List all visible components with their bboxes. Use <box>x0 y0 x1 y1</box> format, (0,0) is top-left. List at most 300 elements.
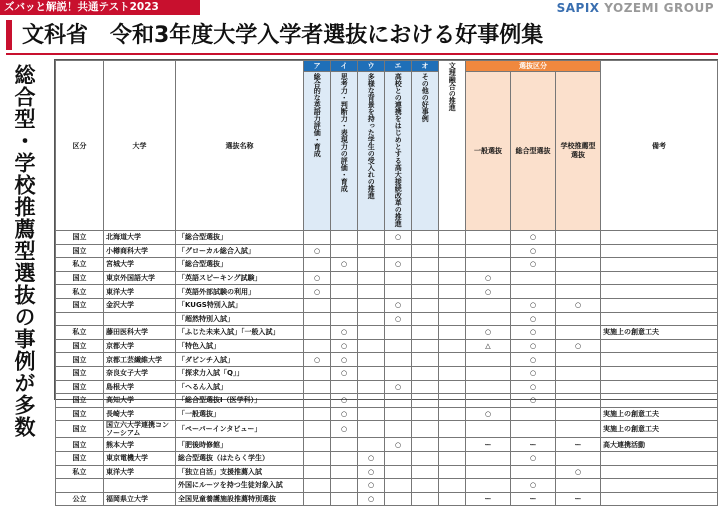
table-row <box>56 492 718 506</box>
cell-mark-f <box>439 271 466 285</box>
col-i-desc-label: 思考力・判断力・表現力の評価・育成 <box>340 73 349 192</box>
cell-biko <box>601 394 718 408</box>
cell-mark-u: ○ <box>358 479 385 493</box>
cell-mark-i <box>331 271 358 285</box>
cell-biko <box>601 451 718 465</box>
page-title: 文科省 令和3年度大学入学者選抜における好事例集 <box>22 23 544 48</box>
cases-table <box>55 60 718 506</box>
cell-mark-i <box>331 438 358 452</box>
cell-mark-o <box>412 312 439 326</box>
cell-daigaku: 東京外国語大学 <box>104 271 176 285</box>
cell-mark-f <box>439 366 466 380</box>
cell-mark-g1: ○ <box>466 407 511 421</box>
cell-mark-f <box>439 394 466 408</box>
cell-mark-e: ○ <box>385 298 412 312</box>
cell-mark-f <box>439 231 466 245</box>
top-bar <box>0 0 724 16</box>
cell-mark-g2 <box>511 285 556 299</box>
cell-mark-e: ○ <box>385 380 412 394</box>
cell-mark-g2: ○ <box>511 394 556 408</box>
col-e-desc-label: 高校との連携をはじめとする高大接続改革の推進 <box>394 73 403 227</box>
cell-mark-u <box>358 394 385 408</box>
cell-mark-o <box>412 407 439 421</box>
col-e: エ <box>385 61 412 72</box>
cell-mark-g1: ○ <box>466 285 511 299</box>
table-row <box>56 451 718 465</box>
cell-mark-i: ○ <box>331 421 358 438</box>
cell-daigaku: 東洋大学 <box>104 285 176 299</box>
cell-mark-i <box>331 479 358 493</box>
cell-mark-u <box>358 231 385 245</box>
cell-senbatsu: 「探求力入試「Q」」 <box>176 366 304 380</box>
table-row <box>56 312 718 326</box>
cell-mark-u <box>358 258 385 272</box>
cell-mark-g2: ○ <box>511 339 556 353</box>
cell-senbatsu: 外国にルーツを持つ生徒対象入試 <box>176 479 304 493</box>
cell-biko: 高大連携活動 <box>601 438 718 452</box>
cell-daigaku: 長崎大学 <box>104 407 176 421</box>
cell-mark-u <box>358 380 385 394</box>
table-row <box>56 244 718 258</box>
cell-mark-i <box>331 231 358 245</box>
cell-biko <box>601 258 718 272</box>
cell-mark-i <box>331 492 358 506</box>
cell-mark-f <box>439 285 466 299</box>
cell-mark-i <box>331 298 358 312</box>
cell-biko <box>601 244 718 258</box>
cell-mark-o <box>412 339 439 353</box>
cell-mark-f <box>439 479 466 493</box>
cell-biko <box>601 298 718 312</box>
cell-mark-o <box>412 465 439 479</box>
cases-table-wrap <box>54 59 718 503</box>
cell-mark-o <box>412 380 439 394</box>
cell-mark-g2: ○ <box>511 479 556 493</box>
title-underline <box>6 53 718 55</box>
cell-mark-i <box>331 244 358 258</box>
cell-mark-i: ○ <box>331 258 358 272</box>
brand-sapix: SAPIX <box>556 1 600 15</box>
sidebar-caption <box>6 64 42 438</box>
cell-daigaku <box>104 479 176 493</box>
cell-senbatsu: 「ダビンチ入試」 <box>176 353 304 367</box>
cell-daigaku: 金沢大学 <box>104 298 176 312</box>
cell-mark-i: ○ <box>331 326 358 340</box>
cell-mark-e <box>385 407 412 421</box>
cell-mark-g1 <box>466 298 511 312</box>
brand-yozemi: YOZEMI GROUP <box>599 1 714 15</box>
cell-daigaku: 京都大学 <box>104 339 176 353</box>
cell-daigaku: 小樽商科大学 <box>104 244 176 258</box>
cell-senbatsu: 総合型選抜（はたらく学生） <box>176 451 304 465</box>
col-bunri <box>439 61 466 231</box>
cell-mark-g2: ○ <box>511 298 556 312</box>
cell-biko <box>601 492 718 506</box>
cell-mark-i <box>331 312 358 326</box>
col-u: ウ <box>358 61 385 72</box>
cell-mark-f <box>439 451 466 465</box>
cell-mark-a <box>304 407 331 421</box>
cell-mark-g2: ○ <box>511 312 556 326</box>
cell-mark-o <box>412 492 439 506</box>
cell-mark-o <box>412 366 439 380</box>
cell-mark-g1 <box>466 451 511 465</box>
cell-senbatsu: 「超然特別入試」 <box>176 312 304 326</box>
cell-mark-a <box>304 438 331 452</box>
cell-mark-a <box>304 231 331 245</box>
col-e-desc <box>385 72 412 231</box>
cell-mark-g2 <box>511 271 556 285</box>
cell-kubun: 国立 <box>56 451 104 465</box>
cell-biko: 実施上の創意工夫 <box>601 326 718 340</box>
cell-mark-u <box>358 366 385 380</box>
cell-mark-e <box>385 421 412 438</box>
cell-kubun: 国立 <box>56 380 104 394</box>
cell-mark-g1 <box>466 465 511 479</box>
table-row <box>56 271 718 285</box>
table-row <box>56 326 718 340</box>
table-body <box>56 231 718 506</box>
cell-mark-e <box>385 465 412 479</box>
cell-mark-e <box>385 492 412 506</box>
cell-mark-g3: ○ <box>556 465 601 479</box>
cell-mark-a <box>304 298 331 312</box>
cell-daigaku: 藤田医科大学 <box>104 326 176 340</box>
cell-mark-i: ○ <box>331 366 358 380</box>
cell-senbatsu: 「総合型選抜Ⅰ（医学科）」 <box>176 394 304 408</box>
cell-daigaku: 東洋大学 <box>104 465 176 479</box>
cell-kubun: 公立 <box>56 492 104 506</box>
cell-mark-a: ○ <box>304 285 331 299</box>
cell-mark-a <box>304 479 331 493</box>
cell-mark-g3 <box>556 312 601 326</box>
cell-kubun: 国立 <box>56 271 104 285</box>
cell-mark-e <box>385 271 412 285</box>
cell-kubun: 国立 <box>56 407 104 421</box>
cell-biko <box>601 231 718 245</box>
cell-mark-g1 <box>466 258 511 272</box>
cell-mark-o <box>412 271 439 285</box>
cell-mark-u <box>358 353 385 367</box>
col-suisen: 学校推薦型選抜 <box>556 72 601 231</box>
cell-senbatsu: 「英語スピーキング試験」 <box>176 271 304 285</box>
cell-biko: 実施上の創意工夫 <box>601 421 718 438</box>
table-row <box>56 339 718 353</box>
col-senbatsu-kubun: 選抜区分 <box>466 61 601 72</box>
cell-mark-i <box>331 380 358 394</box>
cell-mark-o <box>412 285 439 299</box>
cell-senbatsu: 「KUGS特別入試」 <box>176 298 304 312</box>
col-biko: 備考 <box>601 61 718 231</box>
table-row <box>56 479 718 493</box>
cell-mark-e <box>385 366 412 380</box>
cell-mark-a <box>304 394 331 408</box>
series-tag: ズバッと解説！共通テスト2023 <box>0 0 200 15</box>
cell-mark-g3: ○ <box>556 339 601 353</box>
cell-mark-f <box>439 258 466 272</box>
cell-kubun: 国立 <box>56 353 104 367</box>
cell-kubun: 国立 <box>56 298 104 312</box>
cell-mark-f <box>439 339 466 353</box>
cell-mark-i: ○ <box>331 339 358 353</box>
cell-senbatsu: 「総合型選抜」 <box>176 258 304 272</box>
col-sogo: 総合型選抜 <box>511 72 556 231</box>
cell-biko <box>601 285 718 299</box>
table-row <box>56 421 718 438</box>
cell-mark-u <box>358 298 385 312</box>
cell-mark-o <box>412 231 439 245</box>
cell-mark-g2: ○ <box>511 451 556 465</box>
cell-mark-e <box>385 479 412 493</box>
cell-mark-f <box>439 407 466 421</box>
cell-kubun <box>56 479 104 493</box>
cell-mark-g3: ー <box>556 492 601 506</box>
cell-mark-g3 <box>556 244 601 258</box>
col-o-desc-label: その他の好事例 <box>421 73 430 122</box>
cell-mark-e <box>385 285 412 299</box>
cell-mark-f <box>439 312 466 326</box>
cell-mark-g1 <box>466 231 511 245</box>
cell-mark-g3 <box>556 451 601 465</box>
cell-daigaku: 熊本大学 <box>104 438 176 452</box>
cell-mark-u <box>358 339 385 353</box>
cell-mark-a <box>304 339 331 353</box>
table-row <box>56 231 718 245</box>
table-row <box>56 438 718 452</box>
col-o: オ <box>412 61 439 72</box>
cell-mark-f <box>439 438 466 452</box>
cell-mark-g1 <box>466 380 511 394</box>
cell-mark-o <box>412 298 439 312</box>
cell-daigaku: 福岡県立大学 <box>104 492 176 506</box>
cell-mark-u <box>358 312 385 326</box>
cell-mark-a <box>304 451 331 465</box>
table-row <box>56 380 718 394</box>
table-row <box>56 353 718 367</box>
cell-biko <box>601 465 718 479</box>
cell-biko <box>601 353 718 367</box>
cell-mark-e: ○ <box>385 438 412 452</box>
cell-mark-g3 <box>556 394 601 408</box>
cell-mark-e: ○ <box>385 312 412 326</box>
cell-kubun: 私立 <box>56 258 104 272</box>
cell-kubun: 国立 <box>56 394 104 408</box>
cell-senbatsu: 「特色入試」 <box>176 339 304 353</box>
cell-mark-e <box>385 339 412 353</box>
cell-mark-f <box>439 380 466 394</box>
cell-mark-u <box>358 271 385 285</box>
cell-mark-g3 <box>556 285 601 299</box>
table-row <box>56 298 718 312</box>
cell-biko <box>601 366 718 380</box>
cell-mark-g2: ○ <box>511 244 556 258</box>
cell-mark-g2: ○ <box>511 258 556 272</box>
cell-daigaku: 国立六大学連携コンソーシアム <box>104 421 176 438</box>
cell-senbatsu: 「一般選抜」 <box>176 407 304 421</box>
cell-mark-a <box>304 312 331 326</box>
cell-senbatsu: 「ペーパーインタビュー」 <box>176 421 304 438</box>
col-ippan: 一般選抜 <box>466 72 511 231</box>
cell-mark-g3 <box>556 326 601 340</box>
cell-mark-u: ○ <box>358 451 385 465</box>
cell-mark-g1: △ <box>466 339 511 353</box>
cell-mark-f <box>439 298 466 312</box>
col-u-desc <box>358 72 385 231</box>
cell-mark-g1 <box>466 394 511 408</box>
cell-mark-g1 <box>466 353 511 367</box>
cell-daigaku: 東京電機大学 <box>104 451 176 465</box>
cell-daigaku: 奈良女子大学 <box>104 366 176 380</box>
title-bar <box>0 17 724 55</box>
cell-mark-e <box>385 353 412 367</box>
table-row <box>56 258 718 272</box>
cell-mark-g2: ○ <box>511 366 556 380</box>
col-u-desc-label: 多様な背景を持った学生の受入れの推進 <box>367 73 376 199</box>
cell-mark-o <box>412 394 439 408</box>
cell-daigaku <box>104 312 176 326</box>
table-row <box>56 285 718 299</box>
cell-mark-g3 <box>556 479 601 493</box>
cell-mark-g2: ○ <box>511 353 556 367</box>
header-row-top <box>56 61 718 72</box>
cell-mark-i: ○ <box>331 394 358 408</box>
cell-senbatsu: 「グローカル総合入試」 <box>176 244 304 258</box>
sidebar-text: 総合型・学校推薦型選抜の事例が多数 <box>12 64 36 438</box>
cell-mark-g3 <box>556 366 601 380</box>
cell-mark-u: ○ <box>358 492 385 506</box>
cell-mark-u <box>358 326 385 340</box>
col-bunri-label: 文理融合の推進 <box>448 62 457 111</box>
cell-kubun: 国立 <box>56 339 104 353</box>
cell-mark-f <box>439 465 466 479</box>
cell-kubun <box>56 312 104 326</box>
cell-mark-g1: ー <box>466 492 511 506</box>
cell-mark-o <box>412 479 439 493</box>
cell-mark-a <box>304 258 331 272</box>
cell-mark-g1 <box>466 244 511 258</box>
cell-mark-g2: ー <box>511 492 556 506</box>
col-o-desc <box>412 72 439 231</box>
cell-mark-u: ○ <box>358 465 385 479</box>
cell-mark-u <box>358 438 385 452</box>
cell-mark-o <box>412 326 439 340</box>
cell-mark-g3 <box>556 407 601 421</box>
cell-senbatsu: 「ふじた未来入試」「一般入試」 <box>176 326 304 340</box>
cell-daigaku: 島根大学 <box>104 380 176 394</box>
col-senbatsu: 選抜名称 <box>176 61 304 231</box>
title-accent <box>6 20 12 50</box>
cell-mark-a: ○ <box>304 244 331 258</box>
cell-mark-g3 <box>556 271 601 285</box>
cell-mark-g1 <box>466 479 511 493</box>
cell-mark-o <box>412 244 439 258</box>
cell-mark-f <box>439 421 466 438</box>
cell-mark-g3 <box>556 353 601 367</box>
cell-mark-a <box>304 326 331 340</box>
cell-mark-u <box>358 244 385 258</box>
cell-mark-g3: ○ <box>556 298 601 312</box>
cell-mark-g1: ○ <box>466 326 511 340</box>
cell-mark-i: ○ <box>331 407 358 421</box>
cell-mark-f <box>439 244 466 258</box>
cell-biko <box>601 380 718 394</box>
cell-senbatsu: 「肥後時修館」 <box>176 438 304 452</box>
col-i: イ <box>331 61 358 72</box>
table-row <box>56 407 718 421</box>
cell-mark-g3 <box>556 231 601 245</box>
col-daigaku: 大学 <box>104 61 176 231</box>
table-row <box>56 465 718 479</box>
cell-kubun: 国立 <box>56 231 104 245</box>
cell-mark-g3 <box>556 380 601 394</box>
table-row <box>56 394 718 408</box>
cell-mark-g2: ー <box>511 438 556 452</box>
cell-daigaku: 京都工芸繊維大学 <box>104 353 176 367</box>
cell-biko <box>601 312 718 326</box>
cell-mark-g2: ○ <box>511 380 556 394</box>
cell-mark-i: ○ <box>331 353 358 367</box>
col-i-desc <box>331 72 358 231</box>
table-row <box>56 366 718 380</box>
cell-mark-u <box>358 407 385 421</box>
cell-kubun: 私立 <box>56 326 104 340</box>
cell-mark-g2 <box>511 407 556 421</box>
cell-mark-g1 <box>466 312 511 326</box>
cell-mark-e <box>385 326 412 340</box>
cell-mark-e <box>385 394 412 408</box>
col-a: ア <box>304 61 331 72</box>
cell-daigaku: 北海道大学 <box>104 231 176 245</box>
cell-mark-i <box>331 465 358 479</box>
cell-mark-f <box>439 326 466 340</box>
cell-mark-g3: ー <box>556 438 601 452</box>
cell-mark-g2: ○ <box>511 231 556 245</box>
cell-biko: 実施上の創意工夫 <box>601 407 718 421</box>
cell-mark-i <box>331 285 358 299</box>
cell-mark-o <box>412 353 439 367</box>
cell-mark-a: ○ <box>304 353 331 367</box>
cell-mark-a <box>304 421 331 438</box>
cell-mark-g2: ○ <box>511 326 556 340</box>
cell-mark-a <box>304 366 331 380</box>
cell-mark-o <box>412 451 439 465</box>
cell-kubun: 国立 <box>56 366 104 380</box>
cell-mark-a <box>304 380 331 394</box>
cell-mark-o <box>412 421 439 438</box>
cell-senbatsu: 「総合型選抜」 <box>176 231 304 245</box>
cell-mark-i <box>331 451 358 465</box>
cell-kubun: 私立 <box>56 465 104 479</box>
cell-mark-o <box>412 438 439 452</box>
cell-senbatsu: 「英語外部試験の利用」 <box>176 285 304 299</box>
cell-kubun: 国立 <box>56 244 104 258</box>
cell-mark-a: ○ <box>304 271 331 285</box>
brand-logo <box>557 0 714 16</box>
col-a-desc <box>304 72 331 231</box>
cell-mark-a <box>304 465 331 479</box>
cell-mark-g1 <box>466 366 511 380</box>
cell-biko <box>601 271 718 285</box>
cell-biko <box>601 339 718 353</box>
cell-mark-e <box>385 451 412 465</box>
cell-kubun: 国立 <box>56 438 104 452</box>
cell-mark-u <box>358 421 385 438</box>
cell-mark-e: ○ <box>385 231 412 245</box>
cell-kubun: 私立 <box>56 285 104 299</box>
col-kubun: 区分 <box>56 61 104 231</box>
cell-mark-o <box>412 258 439 272</box>
cell-mark-e <box>385 244 412 258</box>
